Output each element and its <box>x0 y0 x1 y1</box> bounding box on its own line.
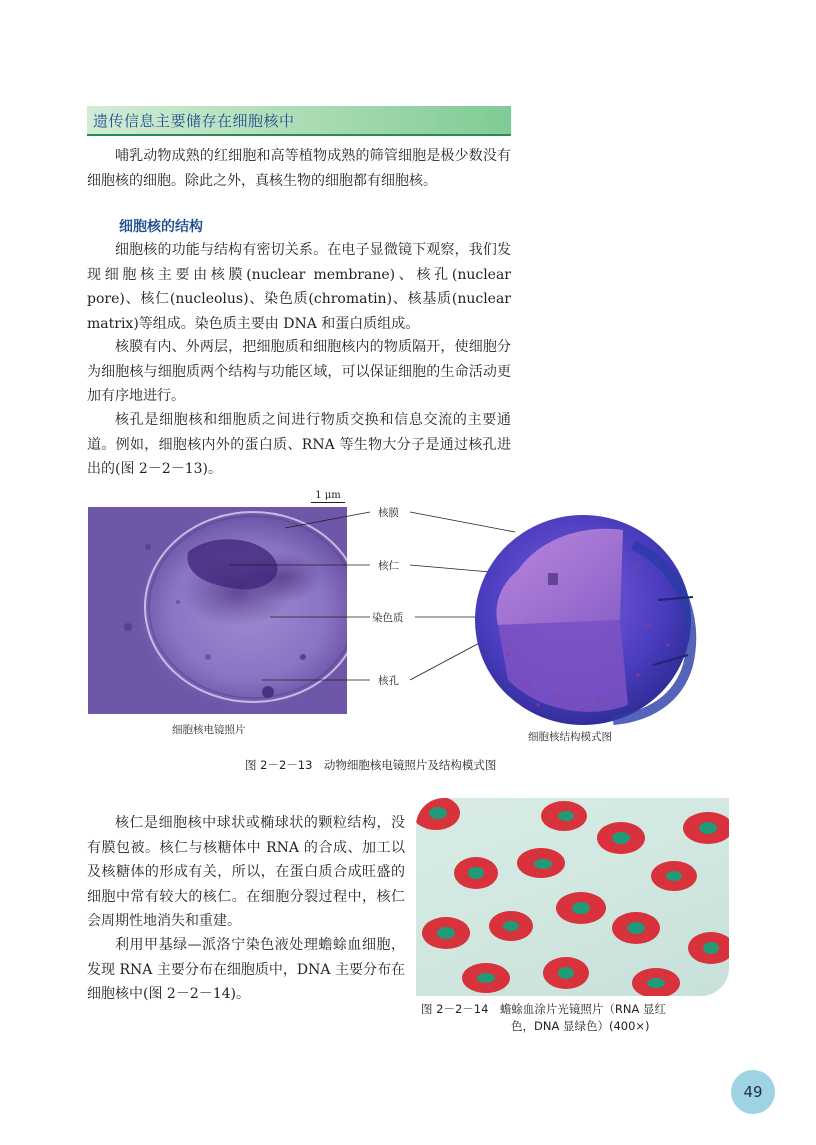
em-photo-caption: 细胞核电镜照片 <box>172 724 246 736</box>
section-title: 遗传信息主要储存在细胞核中 <box>93 112 295 130</box>
figure-2-2-13-caption: 图 2－2－13 动物细胞核电镜照片及结构模式图 <box>245 758 497 772</box>
label-nuclear-pore: 核孔 <box>378 675 399 687</box>
scale-bar-label: 1 μm <box>315 490 341 501</box>
label-chromatin: 染色质 <box>372 612 404 624</box>
subheading-nucleus-structure: 细胞核的结构 <box>119 219 203 235</box>
figure-2-2-14-caption-line2: 色，DNA 显绿色）(400×) <box>511 1019 650 1033</box>
label-nucleolus: 核仁 <box>378 560 399 572</box>
paragraph-5: 核仁是细胞核中球状或椭球状的颗粒结构，没有膜包被。核仁与核糖体中 RNA 的合成、加工以及核糖体的形成有关，所以，在蛋白质合成旺盛的细胞中常有较大的核仁。在细胞分裂过程中，核仁会周期性地消失和重建。 <box>87 815 405 929</box>
blood-cells <box>416 798 729 996</box>
nucleus-model-illustration <box>438 505 710 730</box>
figure-2-2-14-caption <box>421 1001 731 1035</box>
paragraph-4: 核孔是细胞核和细胞质之间进行物质交换和信息交流的主要通道。例如，细胞核内外的蛋白质、RNA 等生物大分子是通过核孔进出的(图 2－2－13)。 <box>87 412 511 477</box>
label-nuclear-membrane: 核膜 <box>378 507 399 519</box>
model-caption: 细胞核结构模式图 <box>528 731 612 743</box>
page-number: 49 <box>743 1083 763 1101</box>
toad-blood-smear-photo <box>416 798 729 996</box>
figure-2-2-14-caption-line1: 图 2－2－14 蟾蜍血涂片光镜照片（RNA 显红 <box>421 1002 667 1016</box>
page-number-badge <box>731 1070 775 1114</box>
paragraph-3: 核膜有内、外两层，把细胞质和细胞核内的物质隔开，使细胞分为细胞核与细胞质两个结构与功能区域，可以保证细胞的生命活动更加有序地进行。 <box>87 339 511 404</box>
paragraph-6: 利用甲基绿—派洛宁染色液处理蟾蜍血细胞，发现 RNA 主要分布在细胞质中，DNA 主要分布在细胞核中(图 2－2－14)。 <box>87 937 405 1002</box>
paragraph-2: 细胞核的功能与结构有密切关系。在电子显微镜下观察，我们发现细胞核主要由核膜(nuclear membrane)、核孔(nuclear pore)、核仁(nucleolus)、染色质(chromatin)、核基质(nuclear matrix)等组成。染色质主要由 DNA 和蛋白质组成。 <box>87 242 511 332</box>
paragraph-1: 哺乳动物成熟的红细胞和高等植物成熟的筛管细胞是极少数没有细胞核的细胞。除此之外，真核生物的细胞都有细胞核。 <box>87 148 511 189</box>
